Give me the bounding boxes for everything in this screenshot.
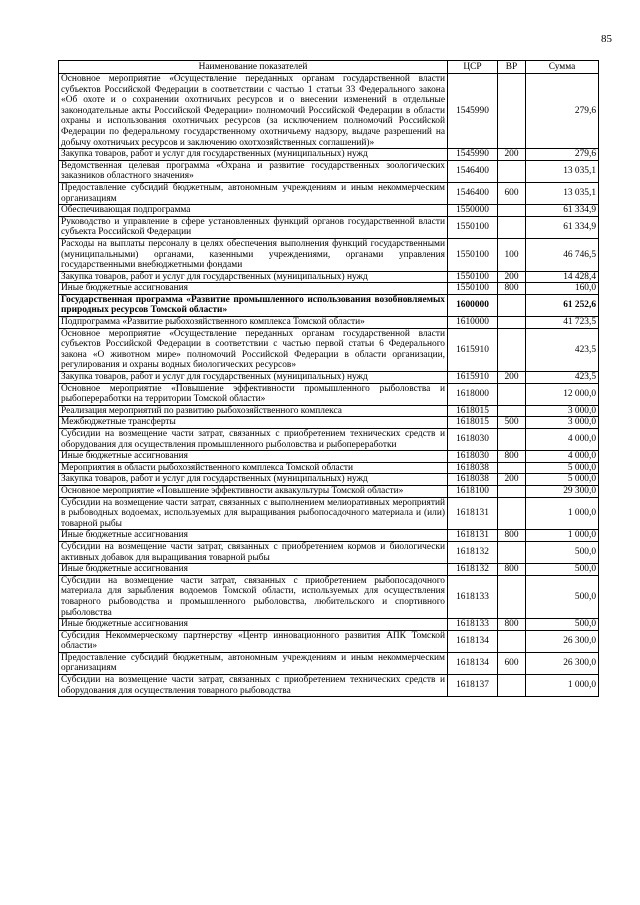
cell-vr: 800 (498, 619, 526, 631)
table-row (59, 575, 599, 618)
cell-vr: 800 (498, 530, 526, 542)
table-row (59, 160, 599, 182)
cell-sum: 5 000,0 (526, 474, 599, 486)
cell-name: Закупка товаров, работ и услуг для государственных (муниципальных) нужд (59, 149, 448, 161)
cell-vr: 200 (498, 474, 526, 486)
cell-csr: 1615910 (448, 328, 498, 371)
cell-sum: 5 000,0 (526, 462, 599, 474)
cell-sum: 279,6 (526, 149, 599, 161)
cell-csr: 1546400 (448, 182, 498, 204)
cell-name: Ведомственная целевая программа «Охрана и развитие государственных зоологических заказников областного значения» (59, 160, 448, 182)
cell-csr: 1550100 (448, 283, 498, 295)
cell-sum: 279,6 (526, 74, 599, 149)
cell-vr (498, 74, 526, 149)
cell-name: Основное мероприятие «Повышение эффективности промышленного рыболовства и рыбопереработки на территории Томской области» (59, 383, 448, 405)
table-body (59, 74, 599, 697)
cell-vr (498, 294, 526, 316)
table-row (59, 149, 599, 161)
cell-name: Подпрограмма «Развитие рыбохозяйственного комплекса Томской области» (59, 317, 448, 329)
cell-csr: 1615910 (448, 372, 498, 384)
cell-vr (498, 485, 526, 497)
cell-sum: 423,5 (526, 372, 599, 384)
cell-sum: 3 000,0 (526, 417, 599, 429)
table-row (59, 462, 599, 474)
cell-sum: 1 000,0 (526, 675, 599, 697)
cell-name: Мероприятия в области рыбохозяйственного комплекса Томской области (59, 462, 448, 474)
cell-csr: 1618131 (448, 530, 498, 542)
cell-name: Субсидии на возмещение части затрат, связанных с приобретением технических средств и оборудования для осуществления промышленного рыболовства и рыбопереработки (59, 429, 448, 451)
cell-sum: 13 035,1 (526, 182, 599, 204)
cell-name: Закупка товаров, работ и услуг для государственных (муниципальных) нужд (59, 474, 448, 486)
cell-vr (498, 541, 526, 563)
cell-csr: 1618134 (448, 652, 498, 674)
cell-sum: 500,0 (526, 619, 599, 631)
cell-name: Иные бюджетные ассигнования (59, 530, 448, 542)
cell-csr: 1550000 (448, 205, 498, 217)
cell-name: Закупка товаров, работ и услуг для государственных (муниципальных) нужд (59, 372, 448, 384)
cell-name: Обеспечивающая подпрограмма (59, 205, 448, 217)
cell-csr: 1618038 (448, 474, 498, 486)
cell-name: Субсидии на возмещение части затрат, связанных с приобретением рыбопосадочного материала для зарыбления водоемов Томской области, используемых для осуществления товарного рыбоводства и промышленного рыболовства, любительского и спортивного рыболовства (59, 575, 448, 618)
cell-name: Расходы на выплаты персоналу в целях обеспечения выполнения функций государственными (муниципальными) органами, казенными учреждениями, органами управления государственными внебюджетными фондами (59, 238, 448, 271)
cell-sum: 4 000,0 (526, 429, 599, 451)
cell-sum: 26 300,0 (526, 652, 599, 674)
table-row (59, 238, 599, 271)
header-name: Наименование показателей (59, 61, 448, 74)
table-row (59, 619, 599, 631)
table-row (59, 541, 599, 563)
table-row (59, 530, 599, 542)
cell-csr: 1618000 (448, 383, 498, 405)
cell-vr (498, 575, 526, 618)
header-csr: ЦСР (448, 61, 498, 74)
cell-name: Предоставление субсидий бюджетным, автономным учреждениям и иным некоммерческим организациям (59, 182, 448, 204)
table-row (59, 675, 599, 697)
cell-vr: 100 (498, 238, 526, 271)
cell-name: Межбюджетные трансферты (59, 417, 448, 429)
table-row (59, 630, 599, 652)
cell-vr (498, 160, 526, 182)
cell-vr (498, 328, 526, 371)
cell-vr: 500 (498, 417, 526, 429)
table-row (59, 497, 599, 530)
cell-vr (498, 405, 526, 417)
cell-csr: 1618131 (448, 497, 498, 530)
table-row (59, 294, 599, 316)
table-row (59, 216, 599, 238)
table-row (59, 429, 599, 451)
cell-csr: 1618030 (448, 429, 498, 451)
cell-name: Субсидии на возмещение части затрат, связанных с приобретением технических средств и оборудования для осуществления товарного рыбоводства (59, 675, 448, 697)
cell-csr: 1545990 (448, 149, 498, 161)
cell-csr: 1618030 (448, 451, 498, 463)
cell-vr: 200 (498, 372, 526, 384)
cell-vr (498, 462, 526, 474)
table-row (59, 451, 599, 463)
table-row (59, 283, 599, 295)
cell-vr: 800 (498, 283, 526, 295)
cell-name: Основное мероприятие «Осуществление переданных органам государственной власти субъектов Российской Федерации в соответствии с частью 1 статьи 33 Федерального закона «Об охоте и о сохранении охотничьих ресурсов и о внесении изменений в отдельные законодательные акты Российской Федерации» полномочий Российской Федерации в области охраны и использования охотничьих ресурсов (за исключением полномочий Российской Федерации по федеральному государственному охотничьему надзору, выдаче разрешений на добычу охотничьих ресурсов и заключению охотхозяйственных соглашений)» (59, 74, 448, 149)
cell-name: Предоставление субсидий бюджетным, автономным учреждениям и иным некоммерческим организациям (59, 652, 448, 674)
cell-csr: 1618134 (448, 630, 498, 652)
table-row (59, 317, 599, 329)
cell-name: Иные бюджетные ассигнования (59, 283, 448, 295)
cell-vr (498, 675, 526, 697)
cell-vr (498, 429, 526, 451)
cell-vr: 800 (498, 451, 526, 463)
cell-sum: 13 035,1 (526, 160, 599, 182)
cell-name: Основное мероприятие «Повышение эффективности аквакультуры Томской области» (59, 485, 448, 497)
cell-vr (498, 216, 526, 238)
table-row (59, 74, 599, 149)
cell-vr (498, 317, 526, 329)
cell-vr: 600 (498, 652, 526, 674)
cell-vr (498, 497, 526, 530)
table-row (59, 474, 599, 486)
header-vr: ВР (498, 61, 526, 74)
cell-csr: 1618038 (448, 462, 498, 474)
table-row (59, 417, 599, 429)
page-number: 85 (601, 33, 612, 45)
cell-sum: 12 000,0 (526, 383, 599, 405)
cell-sum: 14 428,4 (526, 271, 599, 283)
cell-csr: 1618132 (448, 564, 498, 576)
cell-sum: 500,0 (526, 575, 599, 618)
cell-csr: 1600000 (448, 294, 498, 316)
cell-csr: 1618133 (448, 575, 498, 618)
cell-vr: 200 (498, 149, 526, 161)
cell-name: Иные бюджетные ассигнования (59, 619, 448, 631)
cell-sum: 500,0 (526, 541, 599, 563)
header-sum: Сумма (526, 61, 599, 74)
cell-csr: 1618100 (448, 485, 498, 497)
cell-sum: 26 300,0 (526, 630, 599, 652)
cell-sum: 46 746,5 (526, 238, 599, 271)
cell-csr: 1618015 (448, 405, 498, 417)
cell-name: Субсидия Некоммерческому партнерству «Центр инновационного развития АПК Томской области» (59, 630, 448, 652)
table-row (59, 652, 599, 674)
cell-vr (498, 383, 526, 405)
table-row (59, 328, 599, 371)
cell-sum: 160,0 (526, 283, 599, 295)
table-row (59, 383, 599, 405)
cell-csr: 1550100 (448, 271, 498, 283)
cell-name: Иные бюджетные ассигнования (59, 451, 448, 463)
cell-vr: 200 (498, 271, 526, 283)
table-row (59, 485, 599, 497)
cell-name: Закупка товаров, работ и услуг для государственных (муниципальных) нужд (59, 271, 448, 283)
table-row (59, 564, 599, 576)
cell-csr: 1610000 (448, 317, 498, 329)
cell-vr: 800 (498, 564, 526, 576)
table-row (59, 182, 599, 204)
cell-sum: 1 000,0 (526, 530, 599, 542)
cell-name: Руководство и управление в сфере установленных функций органов государственной власти субъекта Российской Федерации (59, 216, 448, 238)
cell-sum: 4 000,0 (526, 451, 599, 463)
table-header-row (59, 61, 599, 74)
budget-table (58, 60, 599, 697)
cell-sum: 500,0 (526, 564, 599, 576)
table-row (59, 205, 599, 217)
cell-vr (498, 630, 526, 652)
cell-csr: 1618015 (448, 417, 498, 429)
cell-csr: 1618132 (448, 541, 498, 563)
cell-name: Иные бюджетные ассигнования (59, 564, 448, 576)
cell-vr (498, 205, 526, 217)
cell-sum: 1 000,0 (526, 497, 599, 530)
cell-name: Субсидии на возмещение части затрат, связанных с выполнением мелиоративных мероприятий в рыбоводных водоемах, используемых для выращивания рыбопосадочного материала и (или) товарной рыбы (59, 497, 448, 530)
cell-sum: 3 000,0 (526, 405, 599, 417)
cell-csr: 1618133 (448, 619, 498, 631)
cell-vr: 600 (498, 182, 526, 204)
table-row (59, 271, 599, 283)
cell-name: Реализация мероприятий по развитию рыбохозяйственного комплекса (59, 405, 448, 417)
table-row (59, 372, 599, 384)
table-row (59, 405, 599, 417)
cell-name: Основное мероприятие «Осуществление переданных органам государственной власти субъектов Российской Федерации в соответствии с частью первой статьи 6 Федерального закона «О животном мире» полномочий Российской Федерации в области организации, регулирования и охраны водных биологических ресурсов» (59, 328, 448, 371)
cell-sum: 29 300,0 (526, 485, 599, 497)
cell-sum: 41 723,5 (526, 317, 599, 329)
cell-csr: 1618137 (448, 675, 498, 697)
cell-csr: 1550100 (448, 216, 498, 238)
cell-csr: 1546400 (448, 160, 498, 182)
cell-name: Субсидии на возмещение части затрат, связанных с приобретением кормов и биологически активных добавок для выращивания товарной рыбы (59, 541, 448, 563)
cell-sum: 61 334,9 (526, 216, 599, 238)
cell-csr: 1545990 (448, 74, 498, 149)
cell-sum: 61 252,6 (526, 294, 599, 316)
cell-sum: 423,5 (526, 328, 599, 371)
cell-name: Государственная программа «Развитие промышленного использования возобновляемых природных ресурсов Томской области» (59, 294, 448, 316)
cell-csr: 1550100 (448, 238, 498, 271)
cell-sum: 61 334,9 (526, 205, 599, 217)
